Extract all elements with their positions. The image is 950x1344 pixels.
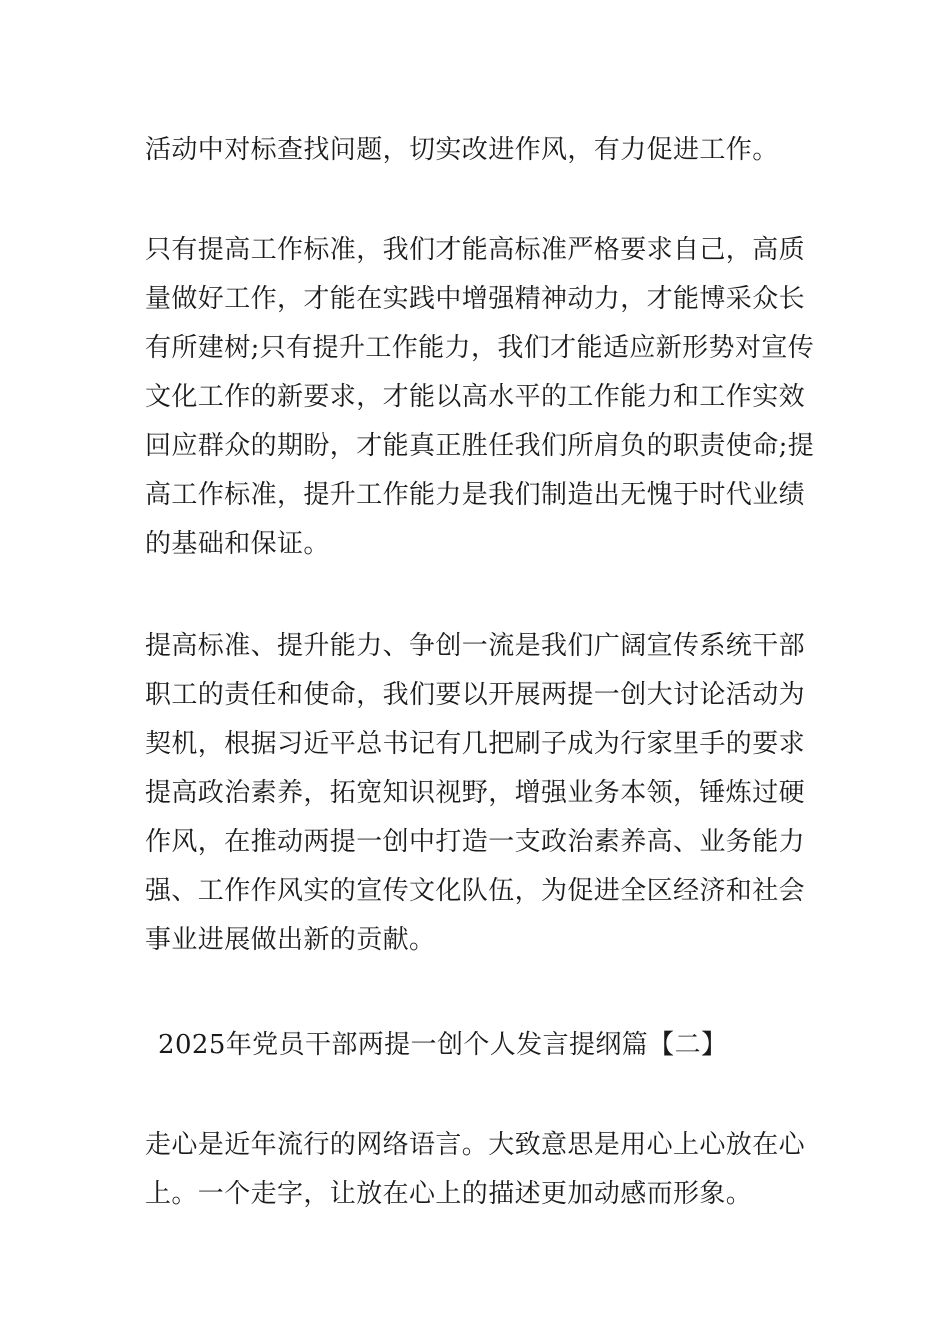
text-line: 只有提高工作标准，我们才能高标准严格要求自己，高质 <box>145 235 806 265</box>
text-line: 事业进展做出新的贡献。 <box>145 925 436 955</box>
text-line: 量做好工作，才能在实践中增强精神动力，才能博采众长 <box>145 284 806 314</box>
section-heading <box>158 1021 823 1070</box>
paragraph-2 <box>145 226 815 569</box>
text-line: 文化工作的新要求，才能以高水平的工作能力和工作实效 <box>145 382 806 412</box>
text-line: 高工作标准，提升工作能力是我们制造出无愧于时代业绩 <box>145 480 806 510</box>
text-line: 职工的责任和使命，我们要以开展两提一创大讨论活动为 <box>145 680 806 710</box>
text-line: 活动中对标查找问题，切实改进作风，有力促进工作。 <box>145 135 779 165</box>
text-line: 强、工作作风实的宣传文化队伍，为促进全区经济和社会 <box>145 876 806 906</box>
text-line: 契机，根据习近平总书记有几把刷子成为行家里手的要求 <box>145 729 806 759</box>
text-line: 作风，在推动两提一创中打造一支政治素养高、业务能力 <box>145 827 806 857</box>
paragraph-1 <box>145 126 810 175</box>
text-line: 有所建树;只有提升工作能力，我们才能适应新形势对宣传 <box>145 333 815 363</box>
heading-text: 2025年党员干部两提一创个人发言提纲篇【二】 <box>158 1030 728 1060</box>
paragraph-4 <box>145 1121 810 1219</box>
text-line: 提高标准、提升能力、争创一流是我们广阔宣传系统干部 <box>145 631 806 661</box>
text-line: 提高政治素养，拓宽知识视野，增强业务本领，锤炼过硬 <box>145 778 806 808</box>
text-line: 上。一个走字，让放在心上的描述更加动感而形象。 <box>145 1179 753 1209</box>
text-line: 回应群众的期盼，才能真正胜任我们所肩负的职责使命;提 <box>145 431 815 461</box>
text-line: 的基础和保证。 <box>145 529 330 559</box>
paragraph-3 <box>145 622 810 965</box>
text-line: 走心是近年流行的网络语言。大致意思是用心上心放在心 <box>145 1130 806 1160</box>
